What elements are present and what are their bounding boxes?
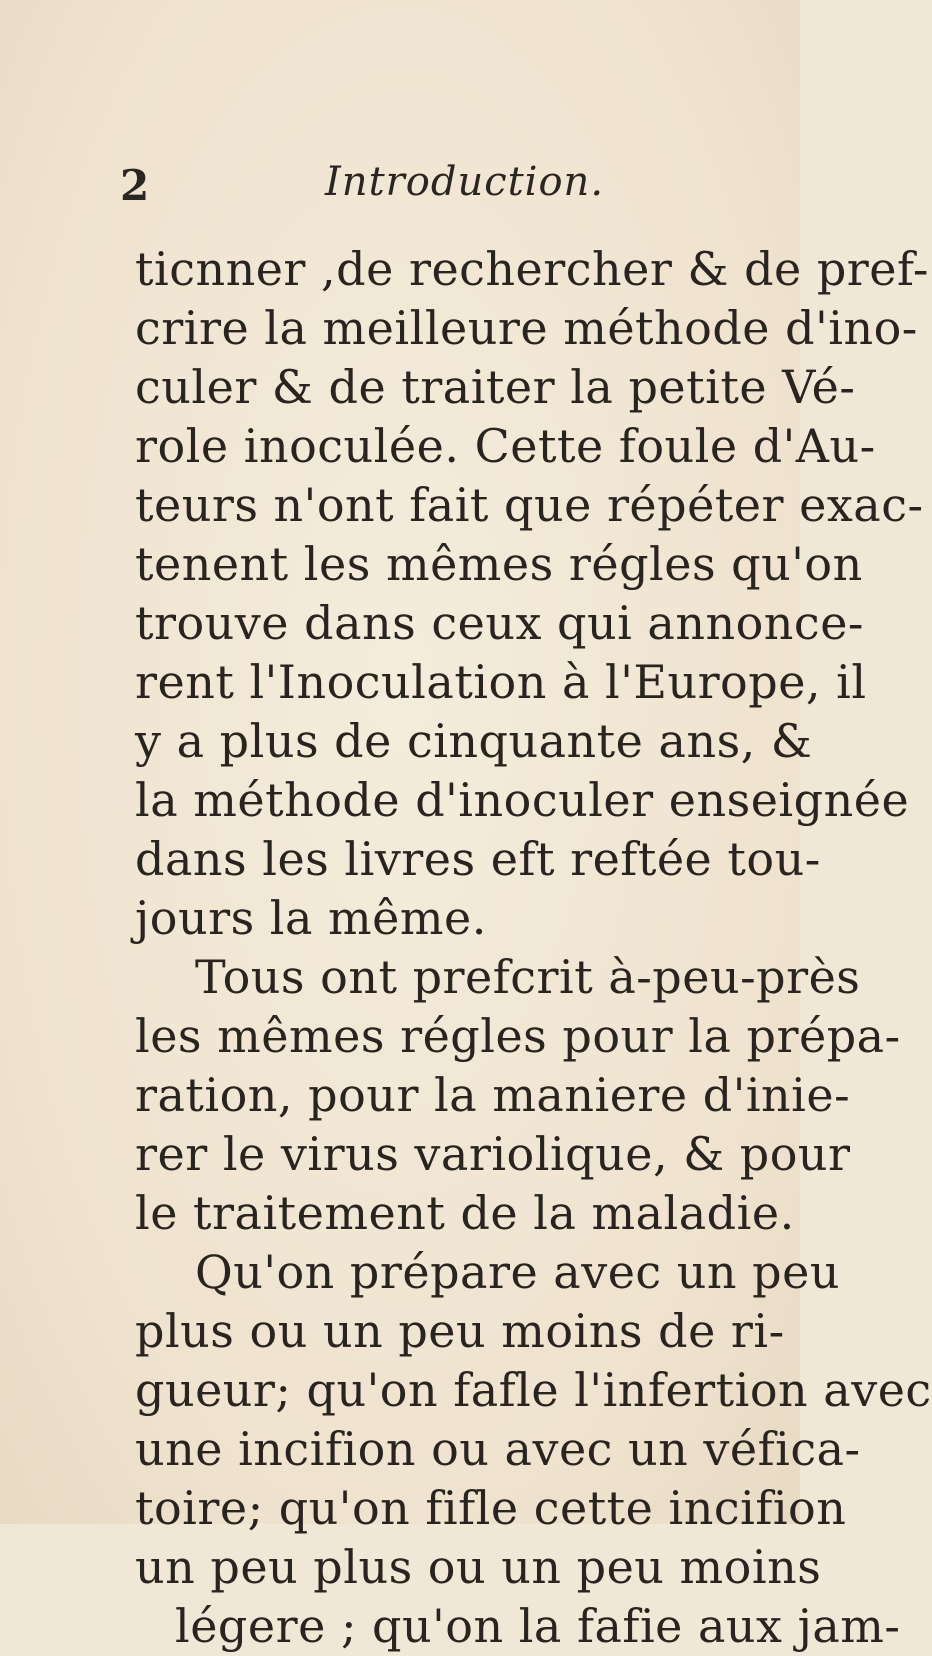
text-line: plus ou un peu moins de ri- [135,1304,785,1358]
text-line: role inoculée. Cette foule d'Au- [135,419,876,473]
text-line: les mêmes régles pour la prépa- [135,1009,901,1063]
text-line: tenent les mêmes régles qu'on [135,537,863,591]
paragraph-start-line: Qu'on prépare avec un peu [195,1245,840,1299]
text-line: trouve dans ceux qui annonce- [135,596,864,650]
text-line: ration, pour la maniere d'inie- [135,1068,851,1122]
page-number: 2 [120,161,150,210]
text-line: légere ; qu'on la fafie aux jam- [175,1599,901,1653]
text-line: crire la meilleure méthode d'ino- [135,301,918,355]
body-text [135,240,932,1656]
paragraph-end-line: le traitement de la maladie. [135,1186,795,1240]
page-header [0,155,800,215]
text-line: rent l'Inoculation à l'Europe, il [135,655,867,709]
text-line: y a plus de cinquante ans, & [135,714,813,768]
text-line: toire; qu'on fifle cette incifion [135,1481,847,1535]
paragraph-end-line: jours la même. [135,891,487,945]
text-line: la méthode d'inoculer enseignée [135,773,910,827]
text-line: teurs n'ont fait que répéter exac- [135,478,924,532]
running-title: Introduction. [325,159,605,205]
text-line: rer le virus variolique, & pour [135,1127,851,1181]
text-line: un peu plus ou un peu moins [135,1540,822,1594]
text-line: dans les livres eft reftée tou- [135,832,821,886]
text-line: gueur; qu'on fafle l'infertion avec [135,1363,932,1417]
paragraph-start-line: Tous ont prefcrit à-peu-près [195,950,861,1004]
text-line: ticnner ,de rechercher & de pref- [135,242,929,296]
text-line: culer & de traiter la petite Vé- [135,360,856,414]
text-line: une incifion ou avec un véfica- [135,1422,861,1476]
